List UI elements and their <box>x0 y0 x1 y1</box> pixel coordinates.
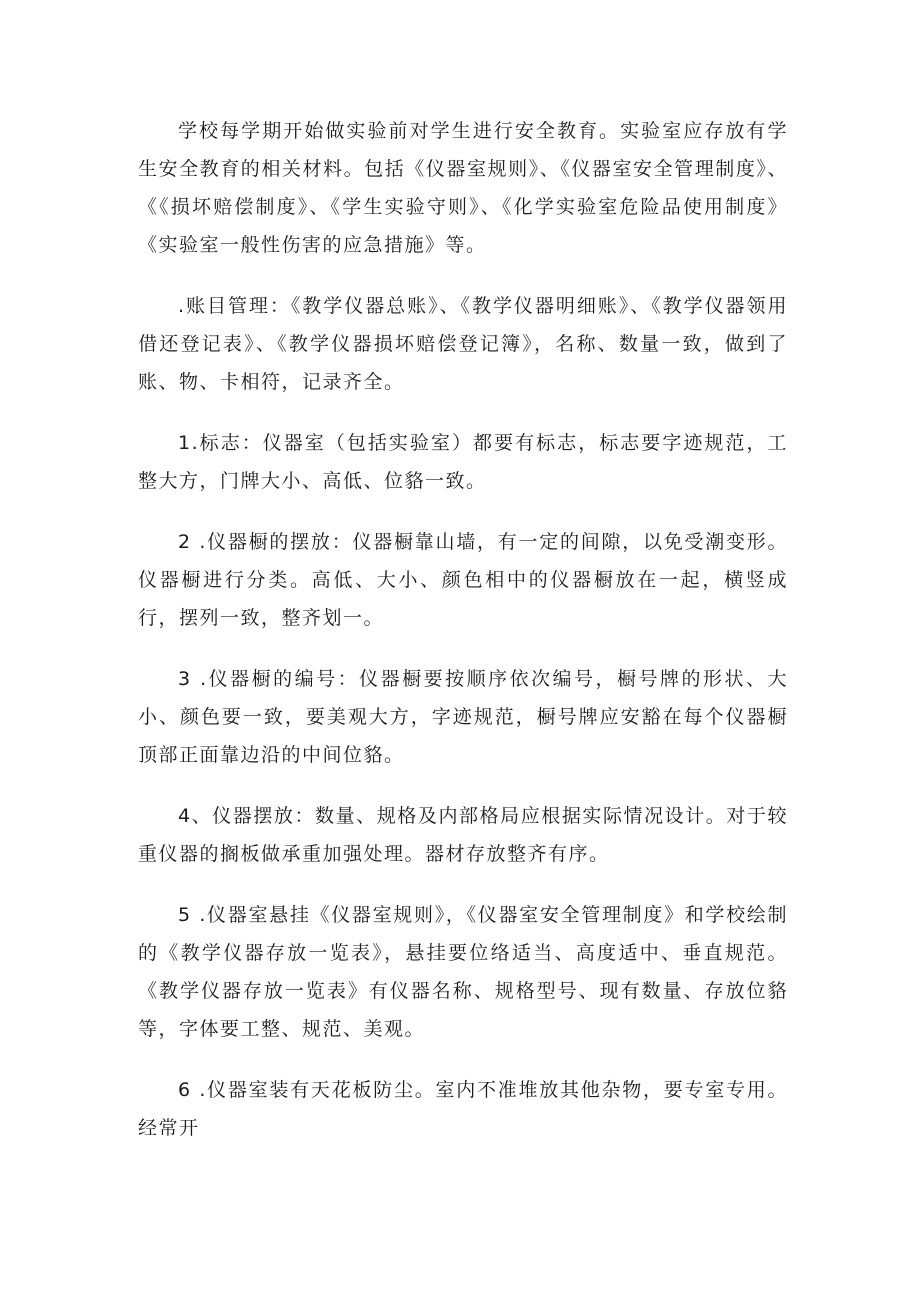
paragraph-wall-postings: 5 .仪器室悬挂《仪器室规则》，《仪器室安全管理制度》和学校绘制的《教学仪器存放一览表》，悬挂要位络适当、高度适中、垂直规范。《教学仪器存放一览表》有仪器名称、规格型号、现有数量、存放位貉等，字体要工整、规范、美观。 <box>138 904 788 1040</box>
paragraph-signage: 1.标志：仪器室（包括实验室）都要有标志，标志要字迹规范，工整大方，门牌大小、高低、位貉一致。 <box>138 432 788 492</box>
paragraph-instrument-placement: 4、仪器摆放：数量、规格及内部格局应根据实际情况设计。对于较重仪器的搁板做承重加强处理。器材存放整齐有序。 <box>138 805 788 865</box>
document-body <box>138 112 788 1147</box>
paragraph-cabinet-numbering: 3 .仪器橱的编号：仪器橱要按顺序依次编号，橱号牌的形状、大小、颜色要一致，要美观大方，字迹规范，橱号牌应安豁在每个仪器橱顶部正面靠边沿的中间位貉。 <box>138 668 788 766</box>
paragraph-safety-education: 学校每学期开始做实验前对学生进行安全教育。实验室应存放有学生安全教育的相关材料。包括《仪器室规则》、《仪器室安全管理制度》、《《损坏赔偿制度》、《学生实验守则》、《化学实验室危险品使用制度》《实验室一般性伤害的应急措施》等。 <box>138 120 788 256</box>
paragraph-account-management: .账目管理：《教学仪器总账》、《教学仪器明细账》、《教学仪器领用借还登记表》、《教学仪器损坏赔偿登记簿》，名称、数量一致，做到了账、物、卡相符，记录齐全。 <box>138 295 788 393</box>
paragraph-cabinet-placement: 2 .仪器橱的摆放：仪器橱靠山墙，有一定的间隙，以免受潮变形。仪器橱进行分类。高低、大小、颜色相中的仪器橱放在一起，横竖成行，摆列一致，整齐划一。 <box>138 531 788 629</box>
paragraph-ceiling-dustproof: 6 .仪器室装有天花板防尘。室内不准堆放其他杂物，要专室专用。经常开 <box>138 1079 788 1139</box>
